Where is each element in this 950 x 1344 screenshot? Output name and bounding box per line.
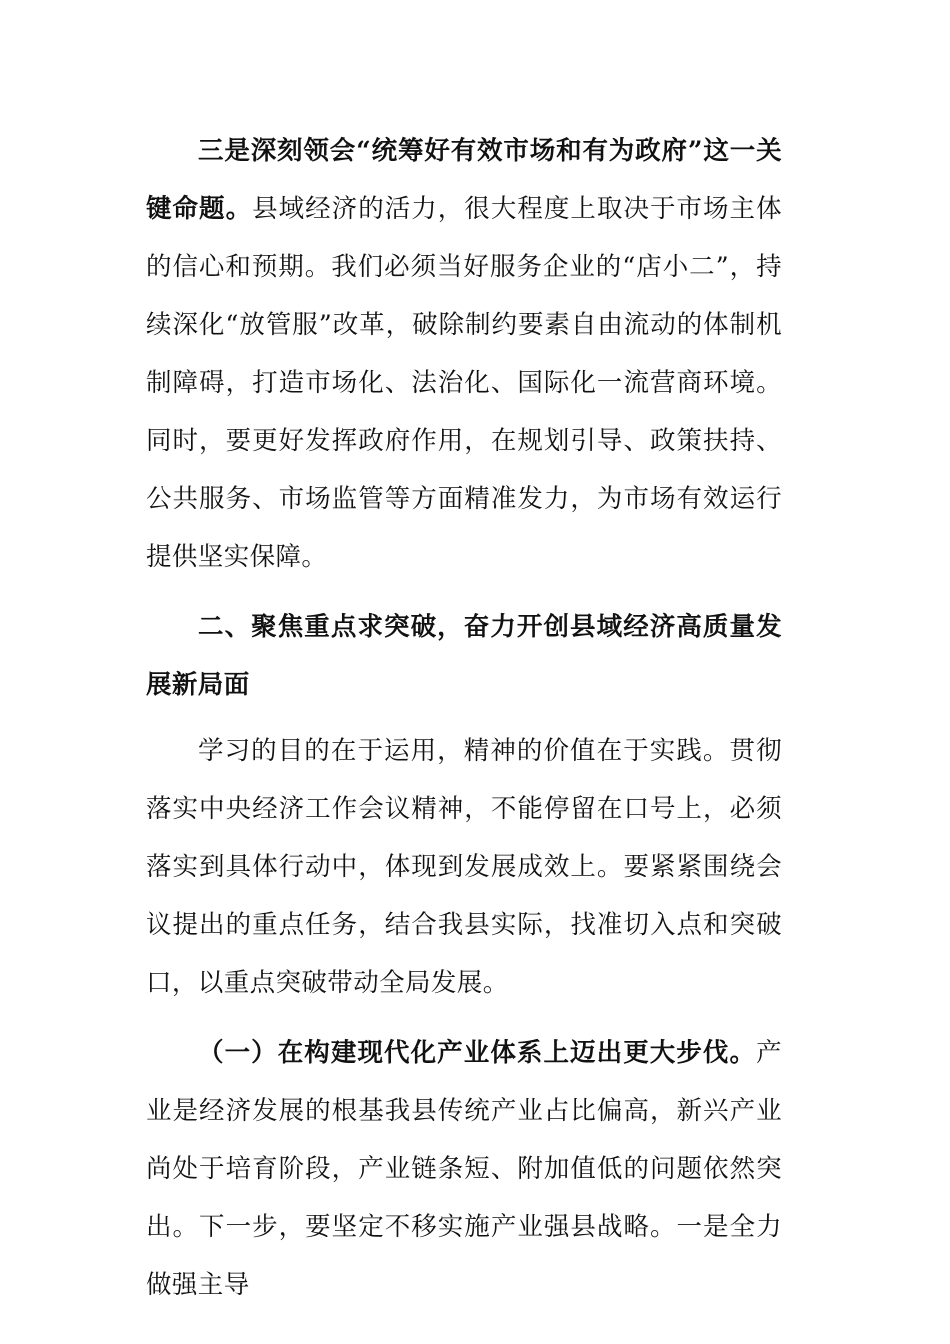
section-heading: 二、聚焦重点求突破，奋力开创县域经济高质量发展新局面 <box>146 612 782 700</box>
paragraph-lead-bold: 三是深刻领会“统筹好有效市场和有为政府”这一关键命题。 <box>146 136 782 224</box>
subsection-lead-bold: （一）在构建现代化产业体系上迈出更大步伐。 <box>198 1038 757 1068</box>
document-page <box>146 122 782 1314</box>
paragraph-market-government <box>146 122 782 586</box>
intro-paragraph: 学习的目的在于运用，精神的价值在于实践。贯彻落实中央经济工作会议精神，不能停留在口号上，必须落实到具体行动中，体现到发展成效上。要紧紧围绕会议提出的重点任务，结合我县实际，找准切入点和突破口，以重点突破带动全局发展。 <box>146 736 782 998</box>
subsection-paragraph <box>146 1024 782 1314</box>
paragraph-body: 县域经济的活力，很大程度上取决于市场主体的信心和预期。我们必须当好服务企业的“店小二”，持续深化“放管服”改革，破除制约要素自由流动的体制机制障碍，打造市场化、法治化、国际化一流营商环境。同时，要更好发挥政府作用，在规划引导、政策扶持、公共服务、市场监管等方面精准发力，为市场有效运行提供坚实保障。 <box>146 194 782 572</box>
subsection-body: 产业是经济发展的根基我县传统产业占比偏高，新兴产业尚处于培育阶段，产业链条短、附加值低的问题依然突出。下一步，要坚定不移实施产业强县战略。一是全力做强主导 <box>146 1038 782 1300</box>
